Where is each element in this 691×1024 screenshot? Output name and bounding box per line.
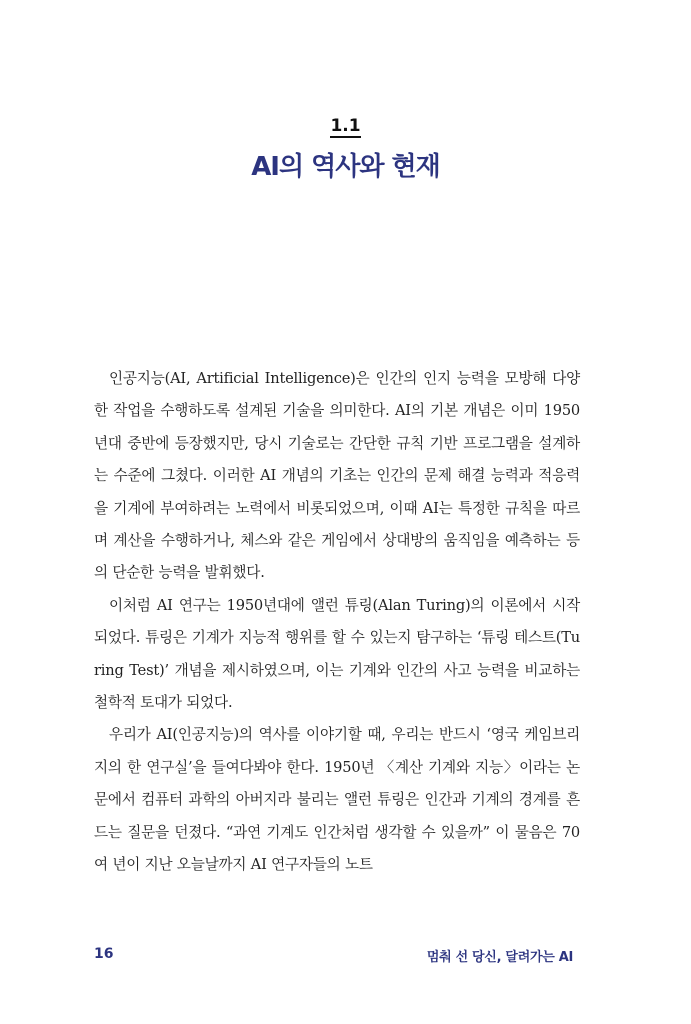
page-number: 16: [94, 946, 114, 962]
paragraph-2: 이처럼 AI 연구는 1950년대에 앨런 튜링(Alan Turing)의 이론에서 시작되었다. 튜링은 기계가 지능적 행위를 할 수 있는지 탐구하는 ‘튜링 테스트(Turing Test)’ 개념을 제시하였으며, 이는 기계와 인간의 사고 능력을 비교하는 철학적 토대가 되었다.: [94, 596, 580, 712]
running-footer-book-title: 멈춰 선 당신, 달려가는 AI: [426, 950, 573, 965]
paragraph-1: 인공지능(AI, Artificial Intelligence)은 인간의 인지 능력을 모방해 다양한 작업을 수행하도록 설계된 기술을 의미한다. AI의 기본 개념은 이미 1950년대 중반에 등장했지만, 당시 기술로는 간단한 규칙 기반 프로그램을 설계하는 수준에 그쳤다. 이러한 AI 개념의 기초는 인간의 문제 해결 능력과 적응력을 기계에 부여하려는 노력에서 비롯되었으며, 이때 AI는 특정한 규칙을 따르며 계산을 수행하거나, 체스와 같은 게임에서 상대방의 움직임을 예측하는 등의 단순한 능력을 발휘했다.: [94, 370, 580, 582]
body-text: [94, 363, 580, 882]
paragraph-3: 우리가 AI(인공지능)의 역사를 이야기할 때, 우리는 반드시 ‘영국 케임브리지의 한 연구실’을 들여다봐야 한다. 1950년 〈계산 기계와 지능〉이라는 논문에서 컴퓨터 과학의 아버지라 불리는 앨런 튜링은 인간과 기계의 경계를 흔드는 질문을 던졌다. “과연 기계도 인간처럼 생각할 수 있을까” 이 물음은 70여 년이 지난 오늘날까지 AI 연구자들의 노트: [94, 726, 580, 874]
section-number: [0, 116, 691, 138]
section-number-text: 1.1: [330, 116, 361, 136]
section-title: AI의 역사와 현재: [251, 152, 440, 182]
